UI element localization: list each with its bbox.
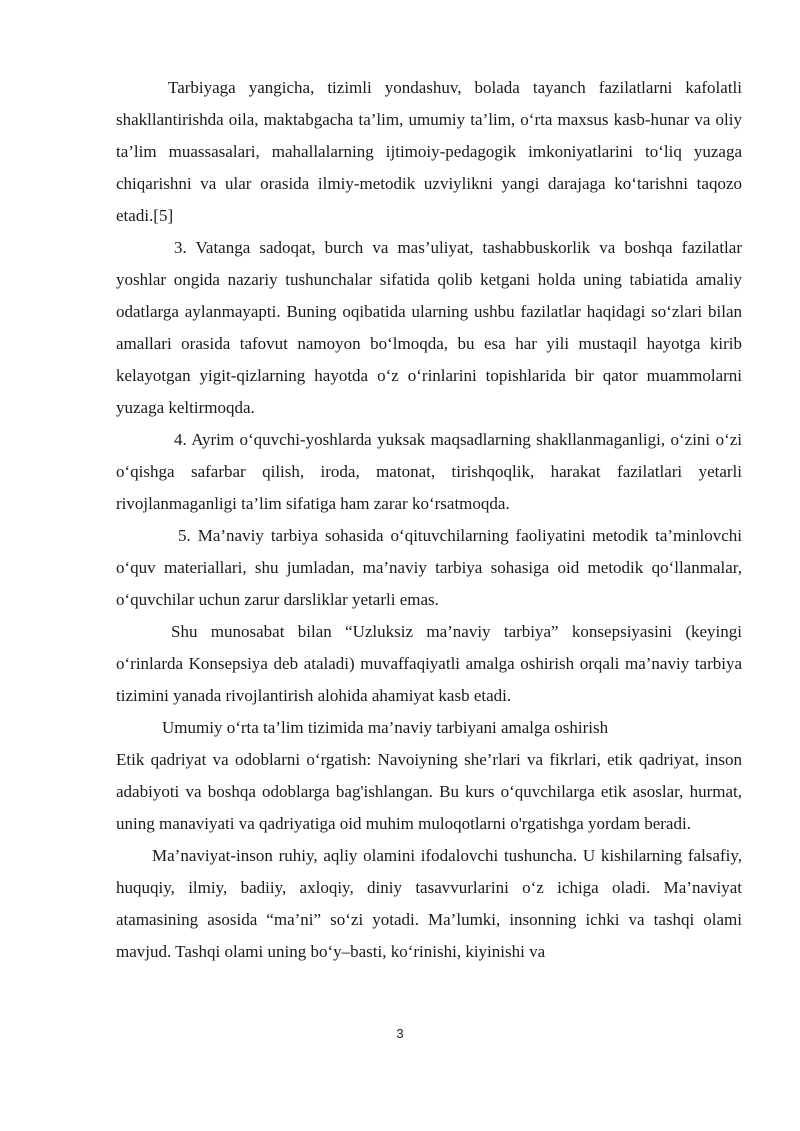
paragraph-item-4: 4. Ayrim o‘quvchi-yoshlarda yuksak maqsadlarning shakllanmaganligi, o‘zini o‘zi o‘qishga safarbar qilish, iroda, matonat, tirishqoqlik, harakat fazilatlari yetarli rivojlanmaganligi ta’lim sifatiga ham zarar ko‘rsatmoqda.: [116, 430, 742, 513]
document-page: [116, 72, 742, 968]
paragraph-ethics: Etik qadriyat va odoblarni o‘rgatish: Navoiyning she’rlari va fikrlari, etik qadriyat, inson adabiyoti va boshqa odoblarga bag'ishlangan. Bu kurs o‘quvchilarga etik asoslar, hurmat, uning manaviyati va qadriyatiga oid muhim muloqotlarni o'rgatishga yordam beradi.: [116, 750, 742, 833]
section-heading: Umumiy o‘rta ta’lim tizimida ma’naviy tarbiyani amalga oshirish: [162, 718, 609, 737]
paragraph-spirituality: Ma’naviyat-inson ruhiy, aqliy olamini ifodalovchi tushuncha. U kishilarning falsafiy, huquqiy, ilmiy, badiiy, axloqiy, diniy tasavvurlarini o‘z ichiga oladi. Ma’naviyat atamasining asosida “ma’ni” so‘zi yotadi. Ma’lumki, insonning ichki va tashqi olami mavjud. Tashqi olami uning bo‘y–basti, ko‘rinishi, kiyinishi va: [116, 846, 742, 961]
page-number: 3: [396, 1026, 404, 1041]
paragraph-item-3: 3. Vatanga sadoqat, burch va mas’uliyat, tashabbuskorlik va boshqa fazilatlar yoshlar ongida nazariy tushunchalar sifatida qolib ketgani holda uning tabiatida amaliy odatlarga aylanmayapti. Buning oqibatida ularning ushbu fazilatlar haqidagi so‘zlari bilan amallari orasida tafovut namoyon bo‘lmoqda, bu esa har yili mustaqil hayotga kirib kelayotgan yigit-qizlarning hayotda o‘z o‘rinlarini topishlarida bir qator muammolarni yuzaga keltirmoqda.: [116, 238, 742, 417]
paragraph-item-5: 5. Ma’naviy tarbiya sohasida o‘qituvchilarning faoliyatini metodik ta’minlovchi o‘quv materiallari, shu jumladan, ma’naviy tarbiya sohasiga oid metodik qo‘llanmalar, o‘quvchilar uchun zarur darsliklar yetarli emas.: [116, 526, 742, 609]
paragraph-upbringing-approach: Tarbiyaga yangicha, tizimli yondashuv, bolada tayanch fazilatlarni kafolatli shakllantirishda oila, maktabgacha ta’lim, umumiy ta’lim, o‘rta maxsus kasb-hunar va oliy ta’lim muassasalari, mahallalarning ijtimoiy-pedagogik imkoniyatlarini to‘liq yuzaga chiqarishni va ular orasida ilmiy-metodik uzviylikni yangi darajaga ko‘tarishni taqozo etadi.[5]: [116, 78, 742, 225]
paragraph-concept: Shu munosabat bilan “Uzluksiz ma’naviy tarbiya” konsepsiyasini (keyingi o‘rinlarda Konsepsiya deb ataladi) muvaffaqiyatli amalga oshirish orqali ma’naviy tarbiya tizimini yanada rivojlantirish alohida ahamiyat kasb etadi.: [116, 622, 742, 705]
